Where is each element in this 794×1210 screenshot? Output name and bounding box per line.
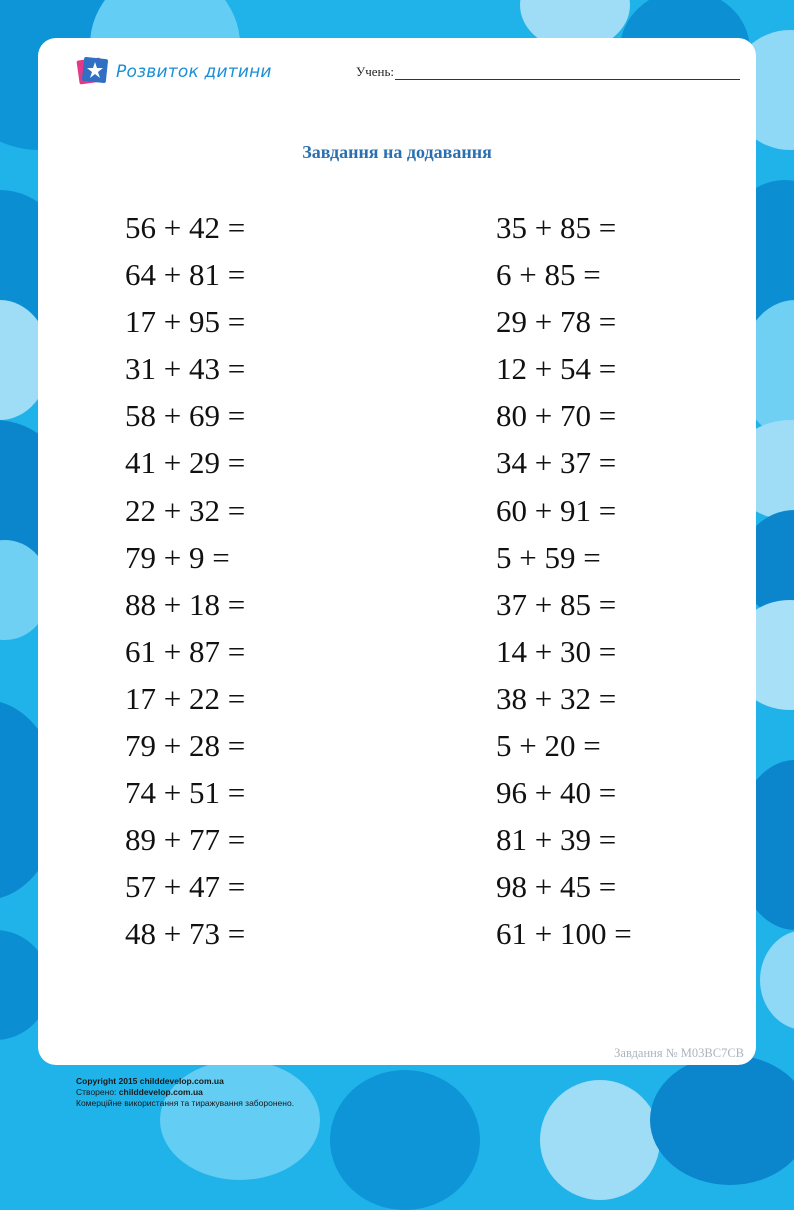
addition-problem: 48 + 73 = <box>125 916 246 952</box>
problems-left-column <box>125 204 245 958</box>
student-name-field[interactable] <box>356 64 740 80</box>
background-bubble <box>540 1080 660 1200</box>
addition-problem: 35 + 85 = <box>496 210 617 245</box>
background-bubble <box>330 1070 480 1210</box>
addition-problem: 88 + 18 = <box>125 586 246 622</box>
addition-problem: 17 + 22 = <box>125 680 246 716</box>
addition-problem: 41 + 29 = <box>125 445 246 481</box>
addition-problem: 5 + 20 = <box>496 728 601 764</box>
addition-problem: 58 + 69 = <box>125 398 246 434</box>
addition-problem: 29 + 78 = <box>496 304 617 340</box>
task-code: Завдання № M03BC7CB <box>614 1046 744 1060</box>
footer <box>76 1076 294 1109</box>
addition-problem: 37 + 85 = <box>496 586 617 622</box>
background-bubble <box>650 1055 794 1185</box>
addition-problem: 57 + 47 = <box>125 869 246 905</box>
addition-problem: 64 + 81 = <box>125 257 246 293</box>
background-bubble <box>760 930 794 1030</box>
addition-problem: 60 + 91 = <box>496 492 617 528</box>
footer-notice: Комерційне використання та тиражування заборонено. <box>76 1098 295 1108</box>
addition-problem: 14 + 30 = <box>496 633 617 669</box>
addition-problem: 61 + 87 = <box>125 633 246 669</box>
addition-problem: 81 + 39 = <box>496 822 617 858</box>
addition-problem: 6 + 85 = <box>496 257 601 293</box>
brand-logo <box>76 56 272 88</box>
addition-problem: 61 + 100 = <box>496 916 632 952</box>
problems-right-column <box>496 204 632 958</box>
addition-problem: 38 + 32 = <box>496 680 617 716</box>
brand-star-icon <box>76 56 110 88</box>
addition-problem: 34 + 37 = <box>496 445 617 481</box>
student-name-line[interactable] <box>395 65 740 80</box>
addition-problem: 74 + 51 = <box>125 775 246 811</box>
worksheet-page <box>38 38 756 1065</box>
page-title: Завдання на додавання <box>302 142 492 162</box>
addition-problem: 89 + 77 = <box>125 822 246 858</box>
brand-name: Розвиток дитини <box>116 62 272 82</box>
addition-problem: 12 + 54 = <box>496 351 617 387</box>
student-label: Учень: <box>356 64 395 79</box>
addition-problem: 56 + 42 = <box>125 210 246 245</box>
footer-created: Створено: childdevelop.com.ua <box>76 1087 203 1097</box>
addition-problem: 17 + 95 = <box>125 304 246 340</box>
addition-problem: 98 + 45 = <box>496 869 617 905</box>
addition-problem: 80 + 70 = <box>496 398 617 434</box>
addition-problem: 22 + 32 = <box>125 492 246 528</box>
addition-problem: 96 + 40 = <box>496 775 617 811</box>
footer-copyright: Copyright 2015 childdevelop.com.ua <box>76 1076 224 1086</box>
addition-problem: 31 + 43 = <box>125 351 246 387</box>
addition-problem: 5 + 59 = <box>496 539 601 575</box>
addition-problem: 79 + 9 = <box>125 539 230 575</box>
addition-problem: 79 + 28 = <box>125 728 246 764</box>
footer-created-link[interactable]: childdevelop.com.ua <box>118 1087 203 1097</box>
